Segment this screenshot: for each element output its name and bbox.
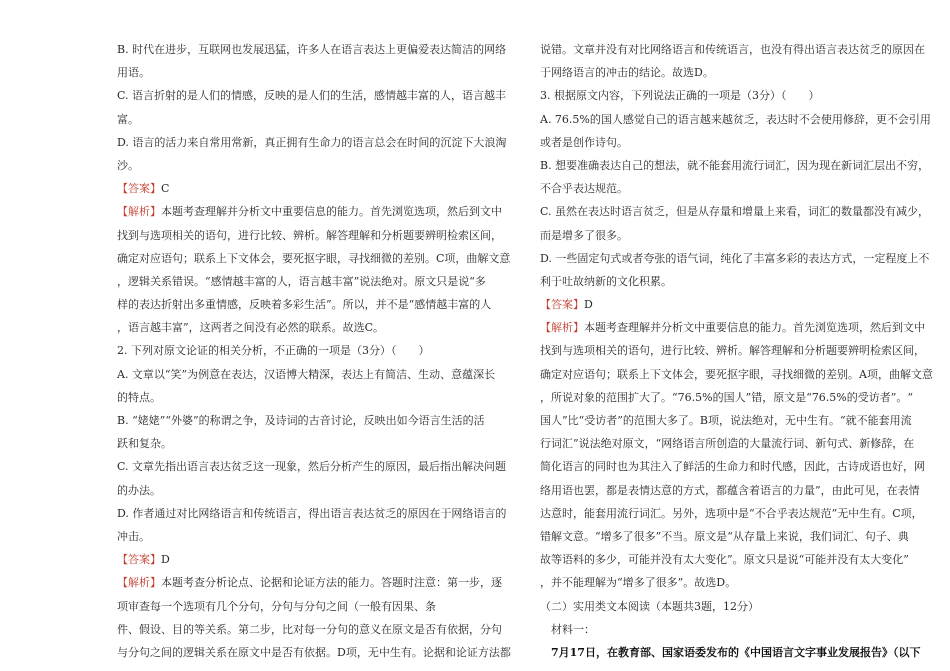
text-line xyxy=(540,571,894,594)
text-line xyxy=(117,502,507,525)
text-line xyxy=(540,61,894,84)
text-line-content: 不合乎表达规范。 xyxy=(540,182,628,196)
text-line-content: D. 一些固定句式或者夸张的语气词，纯化了丰富多彩的表达方式，一定程度上不 xyxy=(540,251,930,265)
text-line xyxy=(540,455,925,478)
right-text-column xyxy=(540,38,933,664)
answer-tag-label: 【解析】 xyxy=(117,205,161,219)
text-line xyxy=(540,339,925,362)
text-line-content: C. 语言折射的是人们的情感，反映的是人们的生活，感情越丰富的人，语言越丰 xyxy=(117,89,507,103)
left-text-column xyxy=(117,38,511,664)
text-line-content: 的特点。 xyxy=(117,390,161,404)
text-line xyxy=(117,595,471,618)
text-line xyxy=(117,154,471,177)
text-line xyxy=(540,525,909,548)
text-line xyxy=(540,154,930,177)
text-line xyxy=(117,224,502,247)
answer-tag-label: 【答案】 xyxy=(117,182,161,196)
text-line xyxy=(540,432,915,455)
text-line-content: 7月17日，在教育部、国家语委发布的《中国语言文字事业发展报告》（以下 xyxy=(551,645,921,659)
text-line xyxy=(540,38,925,61)
text-line-content: 项审查每一个选项有几个分句，分句与分句之间（一般有因果、条 xyxy=(117,599,436,613)
text-line xyxy=(117,61,471,84)
text-line xyxy=(540,108,931,131)
text-line xyxy=(117,131,507,154)
text-line-content: 说错。文章并没有对比网络语言和传统语言，也没有得出语言表达贫乏的原因在 xyxy=(540,43,925,56)
text-line-content: A. 文章以“笑”为例意在表达，汉语博大精深，表达上有简洁、生动、意蕴深长 xyxy=(117,367,496,381)
text-line xyxy=(540,247,930,270)
text-line-content: 用语。 xyxy=(117,66,150,80)
text-line xyxy=(540,84,894,107)
text-line xyxy=(117,316,471,339)
text-line xyxy=(540,479,920,502)
text-line xyxy=(117,525,471,548)
text-line-content: C. 文章先指出语言表达贫乏这一现象，然后分析产生的原因，最后指出解决问题 xyxy=(117,460,507,474)
text-line-content: 络用语也罢，都是表情达意的方式，都蕴含着语言的力量”，由此可见，在表情 xyxy=(540,483,920,497)
text-line-content: 确定对应语句；联系上下文体会，要死抠字眼，寻找细微的差别。A项，曲解文意 xyxy=(540,367,933,381)
text-line xyxy=(540,316,925,339)
text-line xyxy=(117,247,511,270)
text-line xyxy=(540,224,894,247)
text-line xyxy=(540,409,912,432)
text-line-content: 错解文意。“增多了很多”不当。原文是“从存量上来说，我们词汇、句子、典 xyxy=(540,529,909,543)
text-line-content: 于网络语言的冲击的结论。故选D。 xyxy=(540,66,714,80)
text-line-content: 达意时，能套用流行词汇。另外，选项中是“不合乎表达规范”无中生有。C项， xyxy=(540,506,923,520)
text-line-content: 或者是创作诗句。 xyxy=(540,135,628,149)
text-line xyxy=(540,618,894,641)
text-line-content: 而是增多了很多。 xyxy=(540,228,628,242)
text-line xyxy=(540,131,894,154)
text-line-content: B. “姥姥”“外婆”的称谓之争，及诗词的古音讨论，反映出如今语言生活的活 xyxy=(117,414,485,427)
text-line-content: 件、假设、目的等关系。第二步，比对每一分句的意义在原文是否有依据，分句 xyxy=(117,622,502,636)
text-line xyxy=(117,409,485,432)
text-line-content: 利于吐故纳新的文化积累。 xyxy=(540,274,672,288)
text-line-content: 找到与选项相关的语句，进行比较、辨析。解答理解和分析题要辨明检索区间， xyxy=(117,228,502,242)
text-line-content: C. 虽然在表达时语言贫乏，但是从存量和增量上来看，词汇的数量都没有减少， xyxy=(540,205,930,219)
text-line xyxy=(540,641,921,664)
text-line xyxy=(540,177,894,200)
text-line-content: （二）实用类文本阅读（本题共3题，12分） xyxy=(540,599,759,613)
text-line-content: C xyxy=(161,182,170,196)
text-line-content: 找到与选项相关的语句，进行比较、辨析。解答理解和分析题要辨明检索区间， xyxy=(540,344,925,358)
answer-tag-label: 【答案】 xyxy=(540,298,584,312)
text-line xyxy=(117,293,492,316)
text-line xyxy=(117,339,471,362)
text-line-content: ，所说对象的范围扩大了。“76.5%的国人”错，原文是“76.5%的受访者”。“ xyxy=(540,390,914,404)
text-line xyxy=(117,386,471,409)
text-line xyxy=(117,200,502,223)
text-line xyxy=(117,84,507,107)
text-line xyxy=(540,502,923,525)
text-line xyxy=(540,595,894,618)
answer-tag-label: 【解析】 xyxy=(540,321,584,335)
text-line-content: ，语言越丰富”，这两者之间没有必然的联系。故选C。 xyxy=(117,321,385,335)
text-line-content: 与分句之间的逻辑关系在原文中是否有依据。D项，无中生有。论据和论证方法都 xyxy=(117,645,511,659)
text-line-content: D xyxy=(584,298,593,312)
text-line xyxy=(540,293,894,316)
text-line-content: 冲击。 xyxy=(117,529,150,543)
text-line xyxy=(117,108,471,131)
text-line xyxy=(540,386,914,409)
text-line-content: A. 76.5%的国人感觉自己的语言越来越贫乏，表达时不会使用修辞，更不会引用 xyxy=(540,112,931,126)
text-line-content: 行词汇”说法绝对原文，“网络语言所创造的大量流行词、新句式、新修辞，在 xyxy=(540,437,915,451)
text-line-content: 2. 下列对原文论证的相关分析，不正确的一项是（3分）（ ） xyxy=(117,344,430,358)
text-line xyxy=(117,38,507,61)
text-line-content: 沙。 xyxy=(117,158,139,172)
text-line-content: 跃和复杂。 xyxy=(117,437,172,451)
text-line xyxy=(117,548,471,571)
text-line xyxy=(540,270,894,293)
text-line xyxy=(117,571,502,594)
text-line-content: 本题考查理解并分析文中重要信息的能力。首先浏览选项，然后到文中 xyxy=(161,205,502,219)
text-line-content: 材料一： xyxy=(551,622,595,636)
text-line-content: 故等语料的多少，可能并没有太大变化”。原文只是说“可能并没有太大变化” xyxy=(540,553,909,567)
text-line-content: ，并不能理解为“增多了很多”。故选D。 xyxy=(540,576,737,590)
text-line xyxy=(117,455,507,478)
answer-tag-label: 【解析】 xyxy=(117,576,161,590)
text-line xyxy=(117,618,502,641)
text-line-content: 样的表达折射出多重情感，反映着多彩生活”。所以，并不是“感情越丰富的人 xyxy=(117,298,492,312)
answer-tag-label: 【答案】 xyxy=(117,553,161,567)
text-line-content: D. 语言的活力来自常用常新，真正拥有生命力的语言总会在时间的沉淀下大浪淘 xyxy=(117,135,507,149)
text-line xyxy=(117,270,486,293)
text-line xyxy=(117,177,471,200)
text-line-content: 的办法。 xyxy=(117,483,161,497)
text-line xyxy=(540,363,933,386)
text-line-content: ，逻辑关系错误。“感情越丰富的人，语言越丰富”说法绝对。原文只是说“多 xyxy=(117,274,486,288)
text-line xyxy=(117,363,496,386)
text-line-content: D xyxy=(161,553,170,567)
text-line-content: B. 想要准确表达自己的想法，就不能套用流行词汇，因为现在新词汇层出不穷， xyxy=(540,158,930,172)
text-line-content: 3. 根据原文内容，下列说法正确的一项是（3分）（ ） xyxy=(540,89,820,103)
text-line-content: 富。 xyxy=(117,112,139,126)
text-line xyxy=(540,548,909,571)
text-line-content: B. 时代在进步，互联网也发展迅猛，许多人在语言表达上更偏爱表达简洁的网络 xyxy=(117,43,507,56)
text-line xyxy=(117,432,471,455)
text-line-content: 国人”比“受访者”的范围大多了。B项，说法绝对，无中生有。“就不能套用流 xyxy=(540,414,912,427)
text-line xyxy=(117,641,511,664)
text-line xyxy=(540,200,930,223)
text-line-content: 简化语言的同时也为其注入了鲜活的生命力和时代感，因此，古诗成语也好，网 xyxy=(540,460,925,474)
text-line xyxy=(117,479,471,502)
text-line-content: 确定对应语句；联系上下文体会，要死抠字眼，寻找细微的差别。C项，曲解文意 xyxy=(117,251,511,265)
text-line-content: 本题考查理解并分析文中重要信息的能力。首先浏览选项，然后到文中 xyxy=(584,321,925,335)
text-line-content: D. 作者通过对比网络语言和传统语言，得出语言表达贫乏的原因在于网络语言的 xyxy=(117,506,507,520)
text-line-content: 本题考查分析论点、论据和论证方法的能力。答题时注意：第一步，逐 xyxy=(161,576,502,590)
